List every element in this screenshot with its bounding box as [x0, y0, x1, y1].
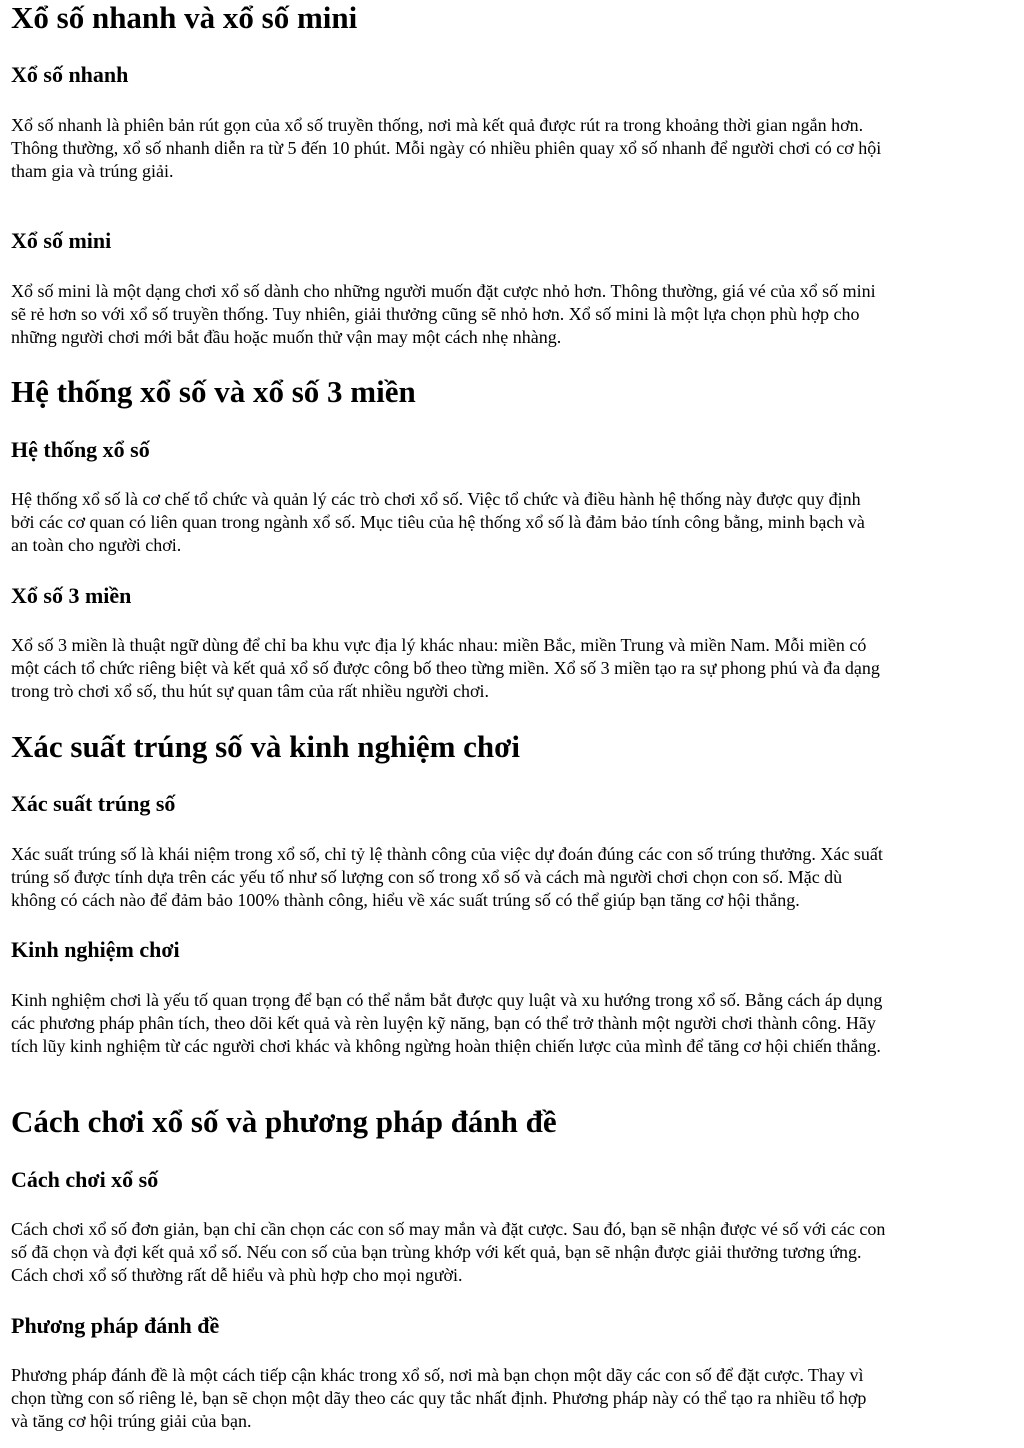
section-heading: Hệ thống xổ số và xổ số 3 miền [11, 374, 416, 409]
paragraph [11, 634, 1015, 703]
paragraph-line: Cách chơi xổ số đơn giản, bạn chỉ cần chọn các con số may mắn và đặt cược. Sau đó, bạn sẽ nhận được vé số với các con [11, 1219, 886, 1239]
paragraph-line: Xổ số mini là một dạng chơi xổ số dành cho những người muốn đặt cược nhỏ hơn. Thông thường, giá vé của xổ số mini [11, 281, 876, 301]
paragraph-line: Phương pháp đánh đề là một cách tiếp cận khác trong xổ số, nơi mà bạn chọn một dãy các con số để đặt cược. Thay vì [11, 1365, 864, 1385]
paragraph-line: những người chơi mới bắt đầu hoặc muốn thử vận may một cách nhẹ nhàng. [11, 327, 562, 347]
paragraph-line: trúng số được tính dựa trên các yếu tố như số lượng con số trong xổ số và cách mà người chơi chọn con số. Mặc dù [11, 867, 843, 887]
paragraph [11, 1218, 1015, 1287]
paragraph [11, 488, 1015, 557]
paragraph-line: trong trò chơi xổ số, thu hút sự quan tâm của rất nhiều người chơi. [11, 681, 489, 701]
subsection-heading: Xổ số mini [11, 228, 112, 253]
paragraph-line: tích lũy kinh nghiệm từ các người chơi khác và không ngừng hoàn thiện chiến lược của mình để tăng cơ hội chiến thắng. [11, 1036, 881, 1056]
subsection-heading: Hệ thống xổ số [11, 437, 150, 462]
paragraph [11, 989, 1015, 1058]
paragraph-line: Kinh nghiệm chơi là yếu tố quan trọng để bạn có thể nắm bắt được quy luật và xu hướng trong xổ số. Bằng cách áp dụng [11, 990, 883, 1010]
paragraph-line: chọn từng con số riêng lẻ, bạn sẽ chọn một dãy theo các quy tắc nhất định. Phương pháp này có thể tạo ra nhiều tổ hợp [11, 1388, 867, 1408]
paragraph-line: Xác suất trúng số là khái niệm trong xổ số, chỉ tỷ lệ thành công của việc dự đoán đúng các con số trúng thưởng. Xác suất [11, 844, 883, 864]
paragraph-line: không có cách nào để đảm bảo 100% thành công, hiểu về xác suất trúng số có thể giúp bạn tăng cơ hội thắng. [11, 890, 800, 910]
section-heading: Xác suất trúng số và kinh nghiệm chơi [11, 729, 520, 764]
paragraph-line: một cách tổ chức riêng biệt và kết quả xổ số được công bố theo từng miền. Xổ số 3 miền tạo ra sự phong phú và đa dạng [11, 658, 880, 678]
subsection-heading: Phương pháp đánh đề [11, 1313, 220, 1338]
subsection-heading: Kinh nghiệm chơi [11, 937, 180, 962]
paragraph-line: bởi các cơ quan có liên quan trong ngành xổ số. Mục tiêu của hệ thống xổ số là đảm bảo tính công bằng, minh bạch và [11, 512, 865, 532]
paragraph-line: tham gia và trúng giải. [11, 161, 174, 181]
paragraph-line: Xổ số nhanh là phiên bản rút gọn của xổ số truyền thống, nơi mà kết quả được rút ra trong khoảng thời gian ngắn hơn. [11, 115, 864, 135]
subsection-heading: Xác suất trúng số [11, 791, 176, 816]
section-heading: Cách chơi xổ số và phương pháp đánh đề [11, 1104, 557, 1139]
paragraph-line: Xổ số 3 miền là thuật ngữ dùng để chỉ ba khu vực địa lý khác nhau: miền Bắc, miền Trung và miền Nam. Mỗi miền có [11, 635, 867, 655]
paragraph-line: các phương pháp phân tích, theo dõi kết quả và rèn luyện kỹ năng, bạn có thể trở thành một người chơi thành công. Hãy [11, 1013, 876, 1033]
section-heading: Xổ số nhanh và xổ số mini [11, 0, 358, 35]
paragraph [11, 280, 1015, 349]
paragraph [11, 114, 1015, 183]
subsection-heading: Xổ số 3 miền [11, 583, 132, 608]
paragraph-line: Cách chơi xổ số thường rất dễ hiểu và phù hợp cho mọi người. [11, 1265, 463, 1285]
paragraph-line: sẽ rẻ hơn so với xổ số truyền thống. Tuy nhiên, giải thưởng cũng sẽ nhỏ hơn. Xổ số mini là một lựa chọn phù hợp cho [11, 304, 860, 324]
paragraph-line: Thông thường, xổ số nhanh diễn ra từ 5 đến 10 phút. Mỗi ngày có nhiều phiên quay xổ số nhanh để người chơi có cơ hội [11, 138, 882, 158]
paragraph-line: và tăng cơ hội trúng giải của bạn. [11, 1411, 252, 1431]
paragraph-line: Hệ thống xổ số là cơ chế tổ chức và quản lý các trò chơi xổ số. Việc tổ chức và điều hành hệ thống này được quy định [11, 489, 861, 509]
subsection-heading: Cách chơi xổ số [11, 1167, 159, 1192]
subsection-heading: Xổ số nhanh [11, 62, 129, 87]
paragraph [11, 843, 1015, 912]
paragraph-line: số đã chọn và đợi kết quả xổ số. Nếu con số của bạn trùng khớp với kết quả, bạn sẽ nhận được giải thưởng tương ứng. [11, 1242, 862, 1262]
paragraph [11, 1364, 1015, 1433]
paragraph-line: an toàn cho người chơi. [11, 535, 182, 555]
